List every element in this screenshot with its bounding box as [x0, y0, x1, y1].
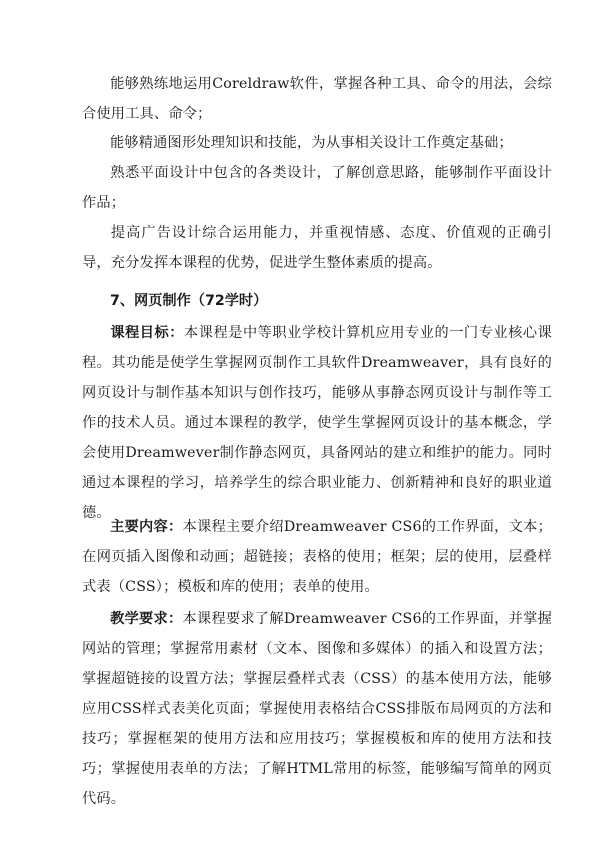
teaching-requirements-label: 教学要求： [110, 611, 183, 627]
paragraph-graphics-text: 能够精通图形处理知识和技能，为从事相关设计工作奠定基础； [110, 135, 513, 151]
course-goal-text: 本课程是中等职业学校计算机应用专业的一门专业核心课程。其功能是使学生掌握网页制作工具软件Dreamweaver，具有良好的网页设计与制作基本知识与创作技巧，能够从事静态网页设计与制作等工作的技术人员。通过本课程的教学，使学生掌握网页设计的基本概念，学会使用Dreamwever制作静态网页，具备网站的建立和维护的能力。同时通过本课程的学习，培养学生的综合职业能力、创新精神和良好的职业道德。 [82, 325, 552, 521]
main-content-paragraph [82, 512, 552, 602]
paragraph-graphics [82, 128, 552, 158]
paragraph-design [82, 158, 552, 218]
paragraph-coreldraw-text: 能够熟练地运用Coreldraw软件，掌握各种工具、命令的用法，会综合使用工具、命令； [82, 76, 552, 122]
main-content-label: 主要内容： [110, 519, 183, 535]
paragraph-ability-text: 提高广告设计综合运用能力，并重视情感、态度、价值观的正确引导，充分发挥本课程的优势，促进学生整体素质的提高。 [82, 225, 552, 271]
paragraph-ability [82, 218, 552, 278]
teaching-requirements-text: 本课程要求了解Dreamweaver CS6的工作界面，并掌握网站的管理；掌握常用素材（文本、图像和多媒体）的插入和设置方法；掌握超链接的设置方法；掌握层叠样式表（CSS）的基本使用方法，能够应用CSS样式表美化页面；掌握使用表格结合CSS排版布局网页的方法和技巧；掌握框架的使用方法和应用技巧；掌握模板和库的使用方法和技巧；掌握使用表单的方法；了解HTML常用的标签，能够编写简单的网页代码。 [82, 611, 552, 807]
paragraph-design-text: 熟悉平面设计中包含的各类设计，了解创意思路，能够制作平面设计作品； [82, 165, 552, 211]
paragraph-coreldraw [82, 69, 552, 129]
course-goal-label: 课程目标： [110, 325, 185, 341]
main-content-text: 本课程主要介绍Dreamweaver CS6的工作界面，文本；在网页插入图像和动画；超链接；表格的使用；框架；层的使用，层叠样式表（CSS）；模板和库的使用；表单的使用。 [82, 519, 552, 595]
course-goal-paragraph [82, 318, 552, 528]
section-heading: 7、网页制作（72学时） [110, 293, 268, 309]
teaching-requirements-paragraph [82, 604, 552, 814]
